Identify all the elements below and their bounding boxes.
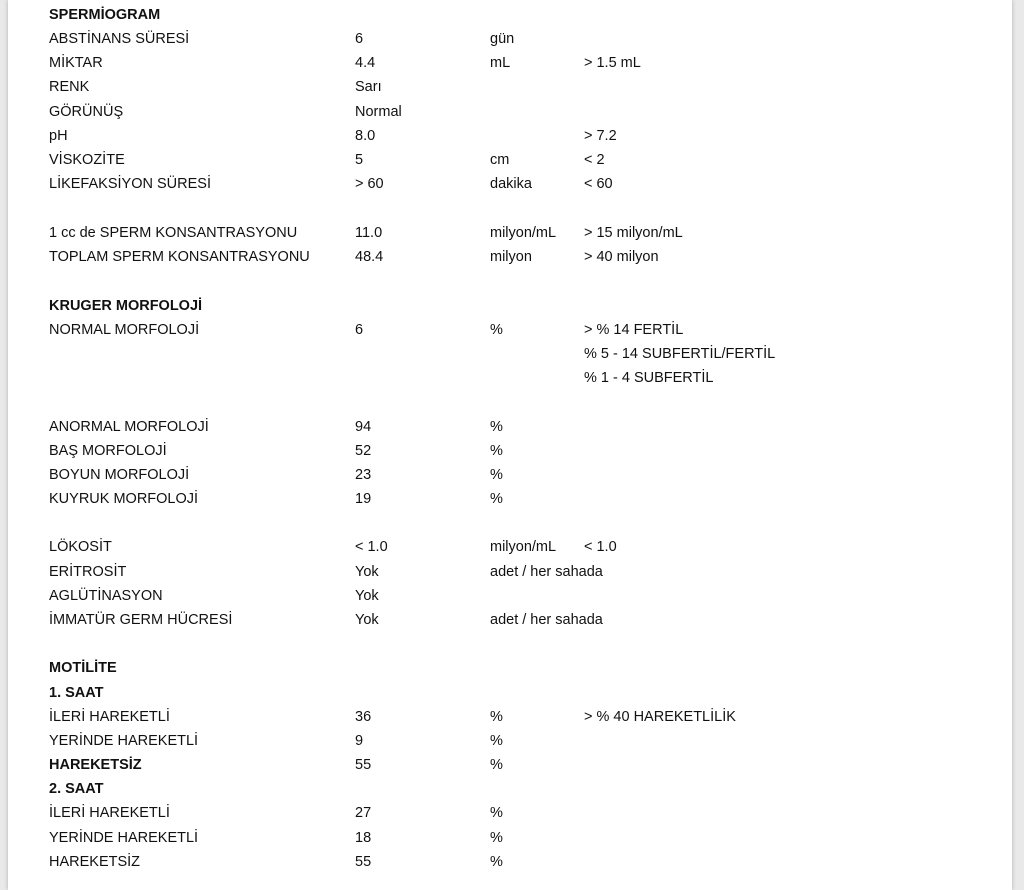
row-label: HAREKETSİZ	[49, 757, 142, 773]
row-reference: > % 40 HAREKETLİLİK	[584, 709, 736, 725]
row-label: YERİNDE HAREKETLİ	[49, 830, 199, 846]
result-row-normal-morphology	[8, 318, 1012, 342]
row-value: 11.0	[355, 225, 383, 241]
row-value: Yok	[355, 612, 379, 628]
row-label: MİKTAR	[49, 55, 103, 71]
row-value: 18	[355, 830, 372, 846]
row-value: 19	[355, 491, 372, 507]
row-reference: % 1 - 4 SUBFERTİL	[584, 370, 714, 386]
row-reference: > 1.5 mL	[584, 55, 641, 71]
row-reference: > 40 milyon	[584, 249, 659, 265]
row-label: 1 cc de SPERM KONSANTRASYONU	[49, 225, 298, 241]
row-unit: adet / her sahada	[490, 564, 603, 580]
row-label: İLERİ HAREKETLİ	[49, 709, 170, 725]
row-label: pH	[49, 128, 68, 144]
row-value: 52	[355, 443, 372, 459]
result-row-agglutination	[8, 584, 1012, 608]
result-row-nonprogressive-h2	[8, 826, 1012, 850]
row-unit: %	[490, 854, 503, 870]
section-title-motility: MOTİLİTE	[49, 660, 117, 676]
subsection-title-hour-2: 2. SAAT	[49, 781, 104, 797]
result-row-immotile-h2	[8, 850, 1012, 874]
row-unit: mL	[490, 55, 511, 71]
row-label: BAŞ MORFOLOJİ	[49, 443, 167, 459]
result-row-leukocyte	[8, 535, 1012, 559]
result-row-liquefaction	[8, 172, 1012, 196]
row-value: 55	[355, 854, 372, 870]
row-label: HAREKETSİZ	[49, 854, 141, 870]
result-row-abnormal-morphology	[8, 415, 1012, 439]
row-unit: milyon	[490, 249, 532, 265]
result-row-progressive-h1	[8, 705, 1012, 729]
row-value: Yok	[355, 588, 379, 604]
row-reference: > 7.2	[584, 128, 617, 144]
row-unit: %	[490, 322, 503, 338]
result-row-nonprogressive-h1	[8, 729, 1012, 753]
reference-line-subfertile	[8, 366, 1012, 390]
row-unit: %	[490, 709, 503, 725]
row-label: AGLÜTİNASYON	[49, 588, 163, 604]
row-unit: %	[490, 419, 503, 435]
row-value: 6	[355, 322, 364, 338]
row-label: RENK	[49, 79, 90, 95]
result-row-progressive-h2	[8, 801, 1012, 825]
result-row-total-concentration	[8, 245, 1012, 269]
row-unit: milyon/mL	[490, 225, 557, 241]
result-row-erythrocyte	[8, 560, 1012, 584]
row-label: YERİNDE HAREKETLİ	[49, 733, 199, 749]
result-row-ph	[8, 124, 1012, 148]
result-row-neck-morphology	[8, 463, 1012, 487]
subsection-title-hour-1: 1. SAAT	[49, 685, 104, 701]
row-unit: %	[490, 491, 503, 507]
row-label: ABSTİNANS SÜRESİ	[49, 31, 190, 47]
row-unit: gün	[490, 31, 515, 47]
row-label: KUYRUK MORFOLOJİ	[49, 491, 199, 507]
report-page	[8, 0, 1012, 890]
row-label: İMMATÜR GERM HÜCRESİ	[49, 612, 233, 628]
result-row-abstinence	[8, 27, 1012, 51]
row-value: 6	[355, 31, 364, 47]
row-value: Sarı	[355, 79, 382, 95]
row-label: BOYUN MORFOLOJİ	[49, 467, 190, 483]
row-reference: % 5 - 14 SUBFERTİL/FERTİL	[584, 346, 776, 362]
row-label: LİKEFAKSİYON SÜRESİ	[49, 176, 211, 192]
row-value: 4.4	[355, 55, 376, 71]
result-row-tail-morphology	[8, 487, 1012, 511]
row-label: TOPLAM SPERM KONSANTRASYONU	[49, 249, 310, 265]
row-value: Normal	[355, 104, 402, 120]
row-value: 48.4	[355, 249, 384, 265]
row-unit: adet / her sahada	[490, 612, 603, 628]
row-unit: %	[490, 733, 503, 749]
result-row-concentration-per-ml	[8, 221, 1012, 245]
row-unit: %	[490, 805, 503, 821]
result-row-viscosity	[8, 148, 1012, 172]
section-title-spermiogram: SPERMİOGRAM	[49, 7, 161, 23]
row-label: GÖRÜNÜŞ	[49, 104, 124, 120]
section-title-kruger: KRUGER MORFOLOJİ	[49, 298, 203, 314]
row-unit: %	[490, 443, 503, 459]
row-unit: cm	[490, 152, 510, 168]
row-reference: > 15 milyon/mL	[584, 225, 683, 241]
result-row-immature-germ-cell	[8, 608, 1012, 632]
row-value: 94	[355, 419, 372, 435]
row-unit: %	[490, 757, 503, 773]
row-unit: %	[490, 830, 503, 846]
row-label: ANORMAL MORFOLOJİ	[49, 419, 209, 435]
reference-line-subfertile-fertile	[8, 342, 1012, 366]
row-reference: < 60	[584, 176, 613, 192]
row-value: 8.0	[355, 128, 376, 144]
row-label: ERİTROSİT	[49, 564, 127, 580]
row-label: NORMAL MORFOLOJİ	[49, 322, 200, 338]
row-reference: < 1.0	[584, 539, 617, 555]
row-value: 27	[355, 805, 372, 821]
result-row-immotile-h1	[8, 753, 1012, 777]
row-label: LÖKOSİT	[49, 539, 112, 555]
row-value: Yok	[355, 564, 379, 580]
row-value: 5	[355, 152, 364, 168]
result-row-color	[8, 75, 1012, 99]
row-label: İLERİ HAREKETLİ	[49, 805, 170, 821]
row-label: VİSKOZİTE	[49, 152, 125, 168]
row-value: 36	[355, 709, 372, 725]
result-row-volume	[8, 51, 1012, 75]
result-row-head-morphology	[8, 439, 1012, 463]
result-row-appearance	[8, 100, 1012, 124]
row-value: < 1.0	[355, 539, 388, 555]
row-value: 55	[355, 757, 372, 773]
row-unit: %	[490, 467, 503, 483]
row-value: > 60	[355, 176, 384, 192]
row-reference: < 2	[584, 152, 605, 168]
row-value: 9	[355, 733, 364, 749]
row-unit: dakika	[490, 176, 532, 192]
row-unit: milyon/mL	[490, 539, 557, 555]
row-value: 23	[355, 467, 372, 483]
row-reference: > % 14 FERTİL	[584, 322, 684, 338]
